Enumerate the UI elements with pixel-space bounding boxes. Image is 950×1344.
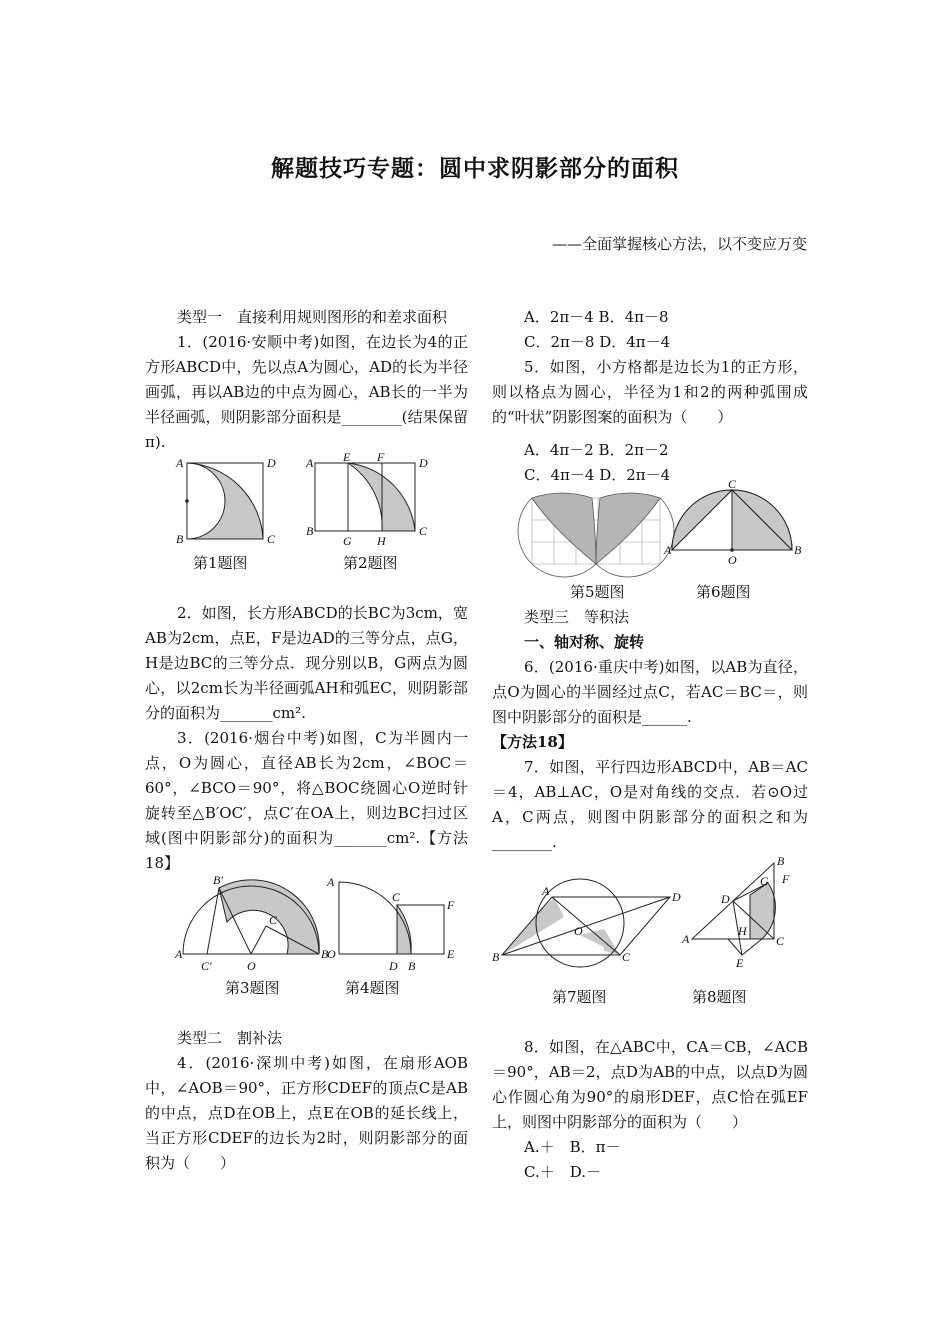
svg-text:C: C [419, 524, 428, 538]
figure-6 [663, 477, 802, 567]
svg-text:B: B [794, 543, 802, 557]
q8-options-ab: A.＋ B．π－ [524, 1138, 621, 1156]
question-4: 4．(2016·深圳中考)如图，在扇形AOB中，∠AOB＝90°，正方形CDEF的顶点C是AB的中点，点D在OB上，点E在OB的延长线上，当正方形CDEF的边长为2时，则阴影部分的面积为（ ） [145, 1054, 468, 1172]
svg-text:C: C [392, 890, 401, 904]
figure-6-caption: 第6题图 [696, 583, 751, 601]
figures-7-8 [492, 855, 808, 985]
figures-5-6 [492, 477, 808, 580]
svg-text:O: O [574, 924, 583, 938]
svg-text:C′: C′ [201, 959, 212, 973]
question-3: 3．(2016·烟台中考)如图，C为半圆内一点，O为圆心，直径AB长为2cm，∠BOC＝60°，∠BCO＝90°，将△BOC绕圆心O逆时针旋转至△B′OC′，点C′在OA上，则边BC扫过区域(图中阴影部分)的面积为_______cm².【方法18】 [145, 729, 468, 872]
svg-text:G: G [343, 534, 352, 548]
type2-heading: 类型二 割补法 [177, 1029, 283, 1047]
svg-text:D: D [419, 456, 428, 470]
figure-7-caption: 第7题图 [552, 988, 607, 1006]
svg-text:F: F [782, 872, 790, 886]
svg-text:D: D [721, 892, 730, 906]
question-1: 1．(2016·安顺中考)如图，在边长为4的正方形ABCD中，先以点A为圆心，AD的长为半径画弧，再以AB边的中点为圆心，AB长的一半为半径画弧，则阴影部分面积是________(结果保留π). [145, 333, 468, 451]
figure-4 [326, 875, 455, 973]
svg-text:B: B [492, 950, 500, 964]
figure-8-caption: 第8题图 [692, 988, 747, 1006]
svg-text:G: G [760, 874, 769, 888]
svg-text:D: D [672, 890, 681, 904]
figures-1-2 [145, 450, 468, 548]
svg-text:B: B [321, 947, 329, 961]
svg-text:A: A [306, 456, 314, 470]
svg-text:B′: B′ [213, 873, 223, 887]
svg-text:B: B [176, 532, 184, 546]
svg-text:A: A [542, 884, 550, 898]
svg-text:O: O [327, 947, 336, 961]
right-column [492, 305, 808, 1185]
svg-text:B: B [777, 854, 785, 868]
figure-1-caption: 第1题图 [193, 554, 248, 572]
left-column [145, 305, 468, 1176]
figure-2 [305, 450, 428, 548]
q5-options-ab: A．4π－2 B．2π－2 [524, 441, 669, 459]
figure-3-caption: 第3题图 [225, 979, 280, 997]
svg-text:C: C [269, 913, 278, 927]
svg-text:A: A [176, 456, 184, 470]
svg-text:C: C [776, 934, 785, 948]
svg-text:C: C [622, 950, 631, 964]
type1-heading: 类型一 直接利用规则图形的和差求面积 [177, 308, 448, 326]
figure-5-caption: 第5题图 [570, 583, 625, 601]
svg-text:D: D [267, 456, 276, 470]
svg-text:E: E [736, 956, 744, 970]
svg-text:C: C [267, 532, 276, 546]
sub1-heading: 一、轴对称、旋转 [524, 633, 645, 651]
svg-text:O: O [247, 959, 256, 973]
question-2: 2．如图，长方形ABCD的长BC为3cm，宽AB为2cm，点E，F是边AD的三等分点，点G，H是边BC的三等分点．现分别以B，G两点为圆心，以2cm长为半径画弧AH和弧EC，则阴影部分的面积为_______cm². [145, 604, 468, 722]
type3-heading: 类型三 等积法 [524, 608, 630, 626]
svg-text:A: A [682, 932, 690, 946]
figure-8 [681, 854, 790, 970]
figure-2-caption: 第2题图 [343, 554, 398, 572]
svg-text:B: B [306, 524, 314, 538]
figures-3-4 [145, 873, 468, 976]
svg-text:F: F [447, 898, 455, 912]
q4-options-cd: C．2π－8 D．4π－4 [524, 333, 671, 351]
svg-text:A: A [327, 875, 335, 889]
svg-text:O: O [728, 553, 737, 567]
svg-text:E: E [343, 450, 351, 464]
question-6: 6．(2016·重庆中考)如图，以AB为直径，点O为圆心的半圆经过点C，若AC＝BC＝，则图中阴影部分的面积是______. [492, 658, 808, 726]
svg-text:C: C [728, 477, 737, 491]
q5-options-cd: C．4π－4 D．2π－4 [524, 466, 671, 484]
question-5: 5．如图，小方格都是边长为1的正方形，则以格点为圆心，半径为1和2的两种弧围成的“叶状”阴影图案的面积为（ ） [492, 358, 808, 426]
question-8: 8．如图，在△ABC中，CA＝CB，∠ACB＝90°，AB＝2，点D为AB的中点，以点D为圆心作圆心角为90°的扇形DEF，点C恰在弧EF上，则图中阴影部分的面积为（ ） [492, 1038, 808, 1131]
figure-5 [518, 493, 674, 577]
svg-text:F: F [377, 450, 385, 464]
figure-1 [175, 456, 276, 546]
q8-options-cd: C.＋ D.－ [524, 1163, 601, 1181]
question-7: 7．如图，平行四边形ABCD中，AB＝AC＝4，AB⊥AC，O是对角线的交点．若⊙O过A，C两点，则图中阴影部分的面积之和为________. [492, 758, 808, 851]
figure-4-caption: 第4题图 [345, 979, 400, 997]
svg-text:A: A [664, 543, 672, 557]
figure-3 [174, 873, 329, 973]
svg-text:B: B [408, 959, 416, 973]
q4-options-ab: A．2π－4 B．4π－8 [524, 308, 669, 326]
svg-text:E: E [447, 947, 455, 961]
svg-text:H: H [738, 924, 747, 938]
figure-7 [492, 879, 681, 967]
svg-text:H: H [377, 534, 386, 548]
page-title: 解题技巧专题：圆中求阴影部分的面积 [271, 156, 679, 182]
svg-text:A: A [175, 947, 183, 961]
q6-method: 【方法18】 [492, 733, 573, 751]
page-subtitle: ——全面掌握核心方法，以不变应万变 [551, 235, 807, 253]
svg-text:D: D [389, 959, 398, 973]
